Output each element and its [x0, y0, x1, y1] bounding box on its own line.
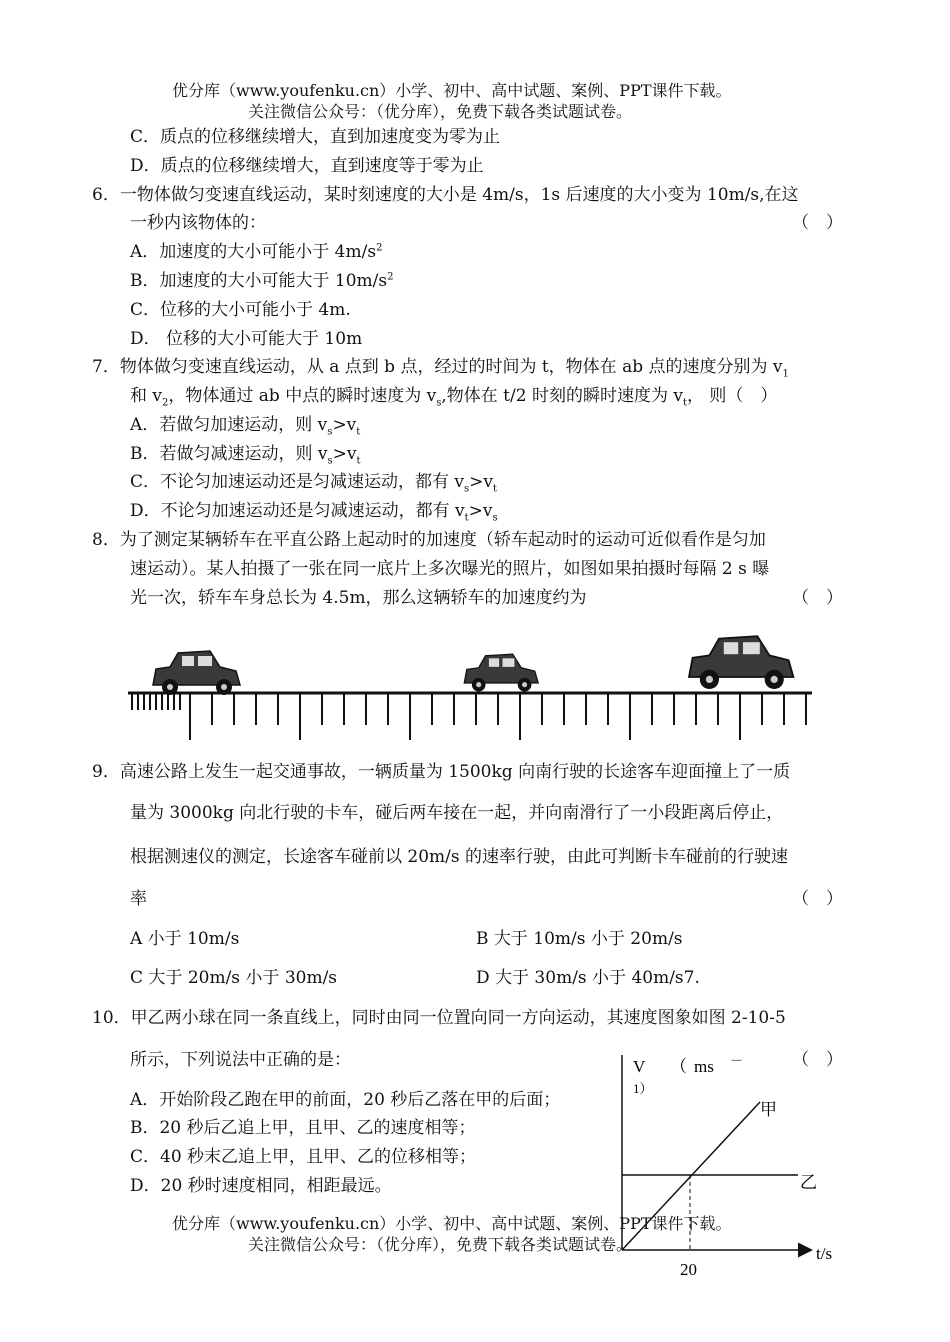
- x-axis-label: t/s: [816, 1244, 833, 1263]
- q6-option-a: A．加速度的大小可能小于 $4m/s^2$: [130, 242, 383, 262]
- q10-option-b: B．20 秒后乙追上甲，且甲、乙的速度相等；: [130, 1118, 476, 1138]
- q10-option-a: A．开始阶段乙跑在甲的前面，20 秒后乙落在甲的后面；: [130, 1090, 561, 1110]
- car-image-3: [689, 636, 793, 689]
- tick-20: 20: [680, 1260, 697, 1279]
- q9-option-b: B 大于 10m/s 小于 20m/s: [476, 929, 683, 949]
- q5-option-c: C．质点的位移继续增大，直到加速度变为零为止: [130, 127, 501, 147]
- q10-stem-line1: 10．甲乙两小球在同一条直线上，同时由同一位置向同一方向运动，其速度图象如图 2-10-5: [92, 1008, 786, 1028]
- header-line1: 优分库（www.youfenku.cn）小学、初中、高中试题、案例、PPT课件下载。: [172, 81, 732, 100]
- y-axis-label-unit: ms: [694, 1057, 714, 1076]
- q9-stem-line2: 量为 3000kg 向北行驶的卡车，碰后两车接在一起，并向南滑行了一小段距离后停止，: [130, 803, 784, 823]
- q10-option-c: C．40 秒末乙追上甲，且甲、乙的位移相等；: [130, 1147, 477, 1167]
- q8-answer-paren: （ ）: [792, 588, 843, 608]
- y-axis-label-exp: －: [730, 1053, 744, 1068]
- q6-option-d: D． 位移的大小可能大于 10m: [130, 329, 363, 349]
- q8-stem-line2: 速运动）。某人拍摄了一张在同一底片上多次曝光的照片，如图如果拍摄时每隔 2 s 曝: [130, 559, 770, 579]
- y-axis-label-paren: （: [670, 1057, 687, 1076]
- q5-option-d: D．质点的位移继续增大，直到速度等于零为止: [130, 156, 484, 176]
- q6-option-b: B．加速度的大小可能大于 $10m/s^2$: [130, 271, 394, 291]
- q6-stem-line2: 一秒内该物体的：: [130, 213, 266, 233]
- q10-stem-line2: 所示，下列说法中正确的是：: [130, 1050, 351, 1070]
- y-axis-label-v: V: [633, 1057, 646, 1076]
- q7-option-b: B．若做匀减速运动，则 $v_s>v_t$: [130, 444, 361, 467]
- q6-answer-paren: （ ）: [792, 213, 843, 233]
- q9-stem-line3: 根据测速仪的测定，长途客车碰前以 20m/s 的速率行驶，由此可判断卡车碰前的行驶速: [130, 847, 789, 867]
- q9-option-a: A 小于 10m/s: [130, 929, 240, 949]
- q8-stem-line3: 光一次，轿车车身总长为 4.5m，那么这辆轿车的加速度约为: [130, 588, 587, 608]
- car-image-2: [464, 654, 538, 691]
- footer-line1: 优分库（www.youfenku.cn）小学、初中、高中试题、案例、PPT课件下载。: [172, 1214, 732, 1233]
- car-exposure-figure: [120, 615, 820, 760]
- q9-stem-line4: 率: [130, 889, 147, 909]
- q7-option-d: D．不论匀加速运动还是匀减速运动，都有 $v_t>v_s$: [130, 501, 498, 524]
- q7-stem-line2: 和 $v_2$，物体通过 ab 中点的瞬时速度为 $v_s$,物体在 t/2 时刻的瞬时速度为 $v_t$， 则（ ）: [130, 386, 778, 409]
- q7-option-a: A．若做匀加速运动，则 $v_s>v_t$: [130, 415, 361, 438]
- velocity-time-graph: [600, 1035, 850, 1295]
- q6-stem-line1: 6．一物体做匀变速直线运动，某时刻速度的大小是 4m/s，1s 后速度的大小变为 10m/s,在这: [92, 185, 799, 205]
- ruler-scale: [128, 693, 812, 740]
- q10-option-d: D．20 秒时速度相同，相距最远。: [130, 1176, 392, 1196]
- car-image-1: [153, 651, 240, 695]
- q6-option-c: C．位移的大小可能小于 4m.: [130, 300, 351, 320]
- label-jia: 甲: [760, 1100, 777, 1119]
- q7-option-c: C．不论匀加速运动还是匀减速运动，都有 $v_s>v_t$: [130, 472, 498, 495]
- q7-stem-line1: 7．物体做匀变速直线运动，从 a 点到 b 点，经过的时间为 t，物体在 ab 点的速度分别为 $v_1$: [92, 357, 789, 380]
- q9-option-d: D 大于 30m/s 小于 40m/s7.: [476, 968, 700, 988]
- q8-stem-line1: 8．为了测定某辆轿车在平直公路上起动时的加速度（轿车起动时的运动可近似看作是匀加: [92, 530, 766, 550]
- footer-line2: 关注微信公众号：（优分库），免费下载各类试题试卷。: [248, 1235, 633, 1254]
- q10-answer-paren: （ ）: [792, 1050, 843, 1070]
- q9-stem-line1: 9．高速公路上发生一起交通事故，一辆质量为 1500kg 向南行驶的长途客车迎面撞上了一质: [92, 762, 791, 782]
- q9-option-c: C 大于 20m/s 小于 30m/s: [130, 968, 338, 988]
- q9-answer-paren: （ ）: [792, 889, 843, 909]
- y-axis-label-line2: 1）: [633, 1081, 653, 1096]
- header-line2: 关注微信公众号：（优分库），免费下载各类试题试卷。: [248, 102, 633, 121]
- label-yi: 乙: [800, 1173, 817, 1192]
